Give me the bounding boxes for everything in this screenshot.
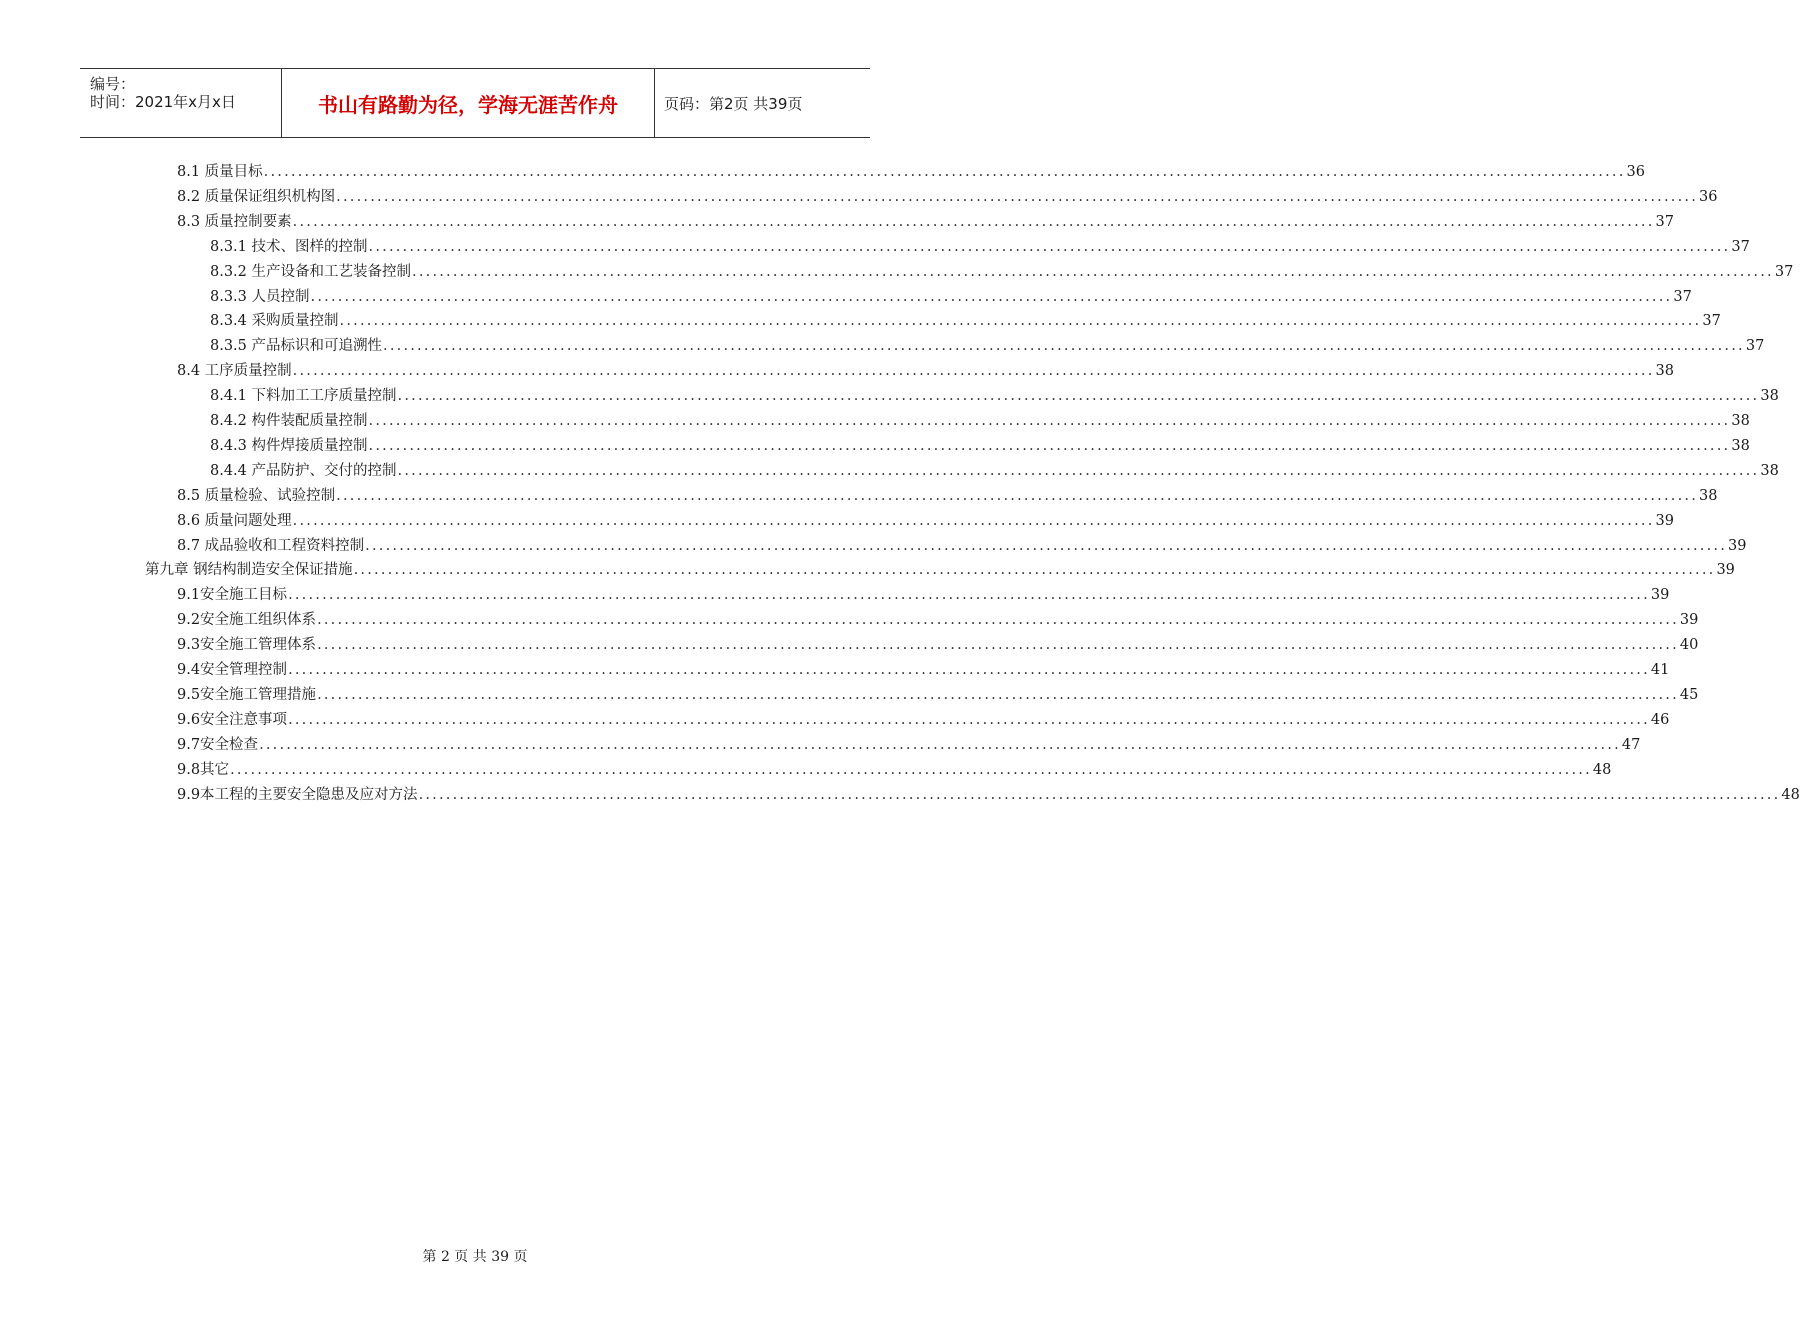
toc-entry-page-number: 39 (1655, 512, 1674, 529)
toc-entry-page-number: 38 (1699, 487, 1718, 504)
toc-entry-title: 8.3.3 人员控制 (210, 288, 310, 305)
toc-entry-page-number: 36 (1626, 164, 1645, 180)
toc-entry-title: 8.4 工序质量控制 (177, 363, 292, 380)
toc-entry-title: 9.8其它 (177, 761, 230, 778)
toc-leader-dots: ........................................................................................................................................................................................................ (412, 263, 1774, 280)
toc-entry-title: 8.5 质量检验、试验控制 (177, 487, 336, 504)
toc-leader-dots: ........................................................................................................................................................................................................ (397, 388, 1760, 405)
toc-leader-dots: ........................................................................................................................................................................................................ (263, 164, 1626, 180)
toc-entry-title: 8.3.5 产品标识和可追溯性 (210, 338, 383, 355)
header-divider (654, 69, 655, 137)
toc-entry-title: 8.2 质量保证组织机构图 (177, 188, 336, 205)
toc-entry-page-number: 40 (1679, 637, 1699, 654)
toc-entry-title: 9.4安全管理控制 (177, 662, 288, 678)
document-number-label: 编号： (90, 75, 136, 93)
toc-leader-dots: ........................................................................................................................................................................................................ (317, 612, 1679, 629)
toc-entry[interactable] (210, 285, 1692, 307)
toc-entry-page-number: 38 (1655, 363, 1674, 380)
toc-entry[interactable] (145, 558, 1735, 580)
toc-entry-page-number: 48 (1781, 786, 1800, 803)
toc-entry-title: 8.7 成品验收和工程资料控制 (177, 537, 365, 554)
toc-entry[interactable] (177, 583, 1670, 605)
toc-entry-title: 9.7安全检查 (177, 736, 259, 753)
toc-leader-dots: ........................................................................................................................................................................................................ (383, 338, 1745, 355)
toc-entry-page-number: 37 (1702, 313, 1721, 330)
toc-leader-dots: ........................................................................................................................................................................................................ (317, 686, 1679, 703)
toc-entry[interactable] (177, 708, 1670, 730)
toc-entry-title: 9.3安全施工管理体系 (177, 637, 317, 654)
toc-leader-dots: ........................................................................................................................................................................................................ (292, 213, 1655, 230)
toc-entry-title: 8.3.1 技术、图样的控制 (210, 238, 368, 255)
toc-entry[interactable] (177, 185, 1718, 207)
toc-entry-page-number: 45 (1679, 686, 1699, 703)
toc-entry-page-number: 39 (1679, 612, 1699, 629)
toc-entry[interactable] (177, 758, 1612, 780)
toc-entry-title: 9.2安全施工组织体系 (177, 612, 317, 629)
toc-leader-dots: ........................................................................................................................................................................................................ (288, 711, 1650, 728)
toc-leader-dots: ........................................................................................................................................................................................................ (288, 587, 1650, 604)
toc-entry-page-number: 38 (1760, 388, 1779, 405)
toc-leader-dots: ........................................................................................................................................................................................................ (368, 437, 1731, 454)
header-page-info: 页码：第2页 共39页 (664, 94, 803, 113)
toc-entry-page-number: 39 (1716, 562, 1735, 579)
toc-entry-title: 8.4.2 构件装配质量控制 (210, 413, 368, 429)
toc-entry[interactable] (177, 783, 1800, 805)
toc-entry-title: 8.3 质量控制要素 (177, 213, 292, 230)
toc-entry-page-number: 47 (1621, 736, 1641, 753)
toc-entry-title: 9.6安全注意事项 (177, 711, 288, 728)
toc-leader-dots: ........................................................................................................................................................................................................ (336, 487, 1698, 504)
toc-leader-dots: ........................................................................................................................................................................................................ (418, 786, 1781, 803)
toc-leader-dots: ........................................................................................................................................................................................................ (292, 512, 1655, 529)
toc-entry-page-number: 37 (1745, 338, 1765, 355)
toc-leader-dots: ........................................................................................................................................................................................................ (310, 288, 1673, 305)
toc-entry-page-number: 38 (1760, 462, 1779, 479)
toc-entry-page-number: 39 (1728, 537, 1747, 554)
toc-entry-page-number: 37 (1774, 263, 1794, 280)
page-footer: 第 2 页 共 39 页 (422, 1249, 528, 1265)
toc-entry-page-number: 39 (1650, 587, 1670, 604)
toc-entry[interactable] (177, 160, 1645, 182)
toc-entry[interactable] (210, 334, 1765, 356)
toc-leader-dots: ........................................................................................................................................................................................................ (365, 537, 1727, 554)
toc-entry[interactable] (210, 459, 1779, 481)
toc-entry[interactable] (177, 608, 1699, 630)
toc-entry[interactable] (210, 309, 1721, 331)
toc-leader-dots: ........................................................................................................................................................................................................ (353, 562, 1716, 579)
toc-entry[interactable] (210, 434, 1750, 456)
toc-leader-dots: ........................................................................................................................................................................................................ (397, 462, 1760, 479)
toc-entry-title: 8.3.4 采购质量控制 (210, 313, 339, 330)
toc-entry-title: 9.1安全施工目标 (177, 587, 288, 604)
toc-entry-title: 8.4.1 下料加工工序质量控制 (210, 388, 397, 405)
toc-entry-title: 8.4.3 构件焊接质量控制 (210, 437, 368, 454)
toc-entry-page-number: 36 (1699, 188, 1718, 205)
toc-entry-page-number: 38 (1731, 413, 1750, 429)
toc-entry-page-number: 37 (1655, 213, 1674, 230)
header-motto: 书山有路勤为径，学海无涯苦作舟 (318, 92, 618, 117)
toc-entry-page-number: 46 (1650, 711, 1670, 728)
toc-leader-dots: ........................................................................................................................................................................................................ (288, 662, 1650, 678)
page-header (80, 68, 870, 138)
toc-entry[interactable] (177, 534, 1747, 556)
toc-entry-title: 8.3.2 生产设备和工艺装备控制 (210, 263, 412, 280)
toc-entry-page-number: 38 (1731, 437, 1750, 454)
toc-entry[interactable] (210, 409, 1750, 431)
toc-entry[interactable] (177, 683, 1699, 705)
toc-leader-dots: ........................................................................................................................................................................................................ (317, 637, 1679, 654)
toc-entry[interactable] (210, 235, 1750, 257)
toc-leader-dots: ........................................................................................................................................................................................................ (339, 313, 1702, 330)
toc-leader-dots: ........................................................................................................................................................................................................ (230, 761, 1592, 778)
toc-leader-dots: ........................................................................................................................................................................................................ (292, 363, 1655, 380)
toc-entry-title: 8.6 质量问题处理 (177, 512, 292, 529)
toc-entry[interactable] (177, 359, 1674, 381)
toc-entry-page-number: 37 (1731, 238, 1750, 255)
toc-leader-dots: ........................................................................................................................................................................................................ (368, 238, 1731, 255)
toc-entry-title: 8.4.4 产品防护、交付的控制 (210, 462, 397, 479)
toc-entry[interactable] (177, 509, 1674, 531)
toc-entry[interactable] (177, 210, 1674, 232)
toc-entry[interactable] (177, 633, 1699, 655)
toc-entry-page-number: 37 (1673, 288, 1692, 305)
toc-entry-title: 9.5安全施工管理措施 (177, 686, 317, 703)
toc-entry-title: 9.9本工程的主要安全隐患及应对方法 (177, 786, 418, 803)
toc-leader-dots: ........................................................................................................................................................................................................ (368, 413, 1731, 429)
toc-entry[interactable] (177, 484, 1718, 506)
toc-entry-title: 第九章 钢结构制造安全保证措施 (145, 562, 353, 579)
toc-entry-title: 8.1 质量目标 (177, 164, 263, 180)
document-date-label: 时间：2021年x月x日 (90, 93, 236, 111)
toc-entry-page-number: 48 (1592, 761, 1612, 778)
toc-entry[interactable] (177, 733, 1641, 755)
header-meta-cell (80, 69, 280, 137)
toc-leader-dots: ........................................................................................................................................................................................................ (336, 188, 1698, 205)
toc-entry-page-number: 41 (1650, 662, 1670, 678)
toc-entry[interactable] (210, 260, 1794, 282)
toc-leader-dots: ........................................................................................................................................................................................................ (259, 736, 1621, 753)
toc-entry[interactable] (210, 384, 1779, 406)
toc-entry[interactable] (177, 658, 1670, 680)
